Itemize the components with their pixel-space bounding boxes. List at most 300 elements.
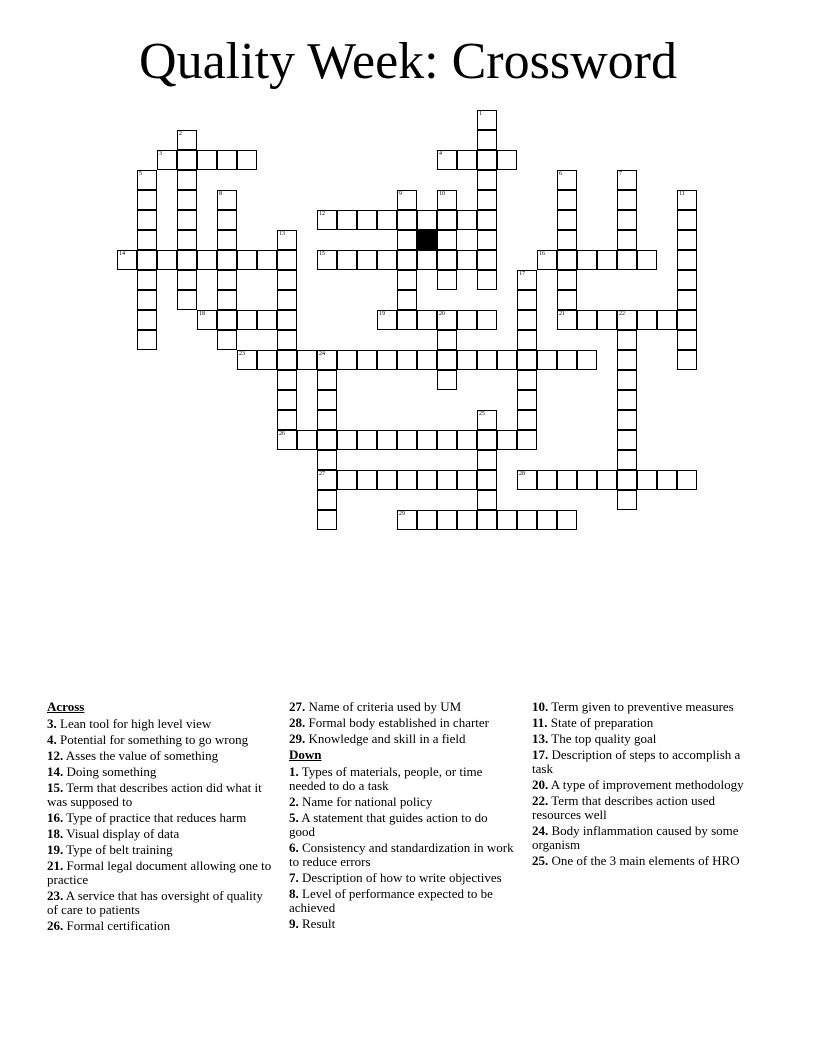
crossword-cell[interactable] — [217, 250, 237, 270]
crossword-cell[interactable] — [397, 430, 417, 450]
crossword-cell[interactable] — [437, 190, 457, 210]
clue-number: 2. — [289, 794, 299, 809]
clue-text: A statement that guides action to do good — [289, 810, 488, 839]
cell-number: 14 — [119, 251, 125, 257]
crossword-cell[interactable] — [157, 250, 177, 270]
crossword-cell[interactable] — [297, 350, 317, 370]
clue-number: 19. — [47, 842, 64, 857]
crossword-cell[interactable] — [477, 130, 497, 150]
crossword-cell[interactable] — [497, 510, 517, 530]
crossword-cell[interactable] — [497, 150, 517, 170]
crossword-cell[interactable] — [677, 290, 697, 310]
clue-text: A type of improvement methodology — [548, 777, 744, 792]
crossword-cell[interactable] — [677, 470, 697, 490]
crossword-cell[interactable] — [617, 450, 637, 470]
crossword-cell[interactable] — [577, 470, 597, 490]
clue-column-3 — [532, 700, 762, 870]
crossword-cell[interactable] — [177, 130, 197, 150]
crossword-cell[interactable] — [397, 190, 417, 210]
crossword-cell[interactable] — [277, 350, 297, 370]
crossword-cell[interactable] — [397, 250, 417, 270]
crossword-cell[interactable] — [177, 210, 197, 230]
crossword-cell[interactable] — [477, 210, 497, 230]
crossword-cell[interactable] — [177, 190, 197, 210]
crossword-cell[interactable] — [677, 230, 697, 250]
crossword-cell[interactable] — [277, 410, 297, 430]
crossword-cell[interactable] — [557, 350, 577, 370]
crossword-cell[interactable] — [517, 270, 537, 290]
crossword-cell[interactable] — [577, 250, 597, 270]
clue-text: Types of materials, people, or time needed to do a task — [289, 764, 483, 793]
crossword-cell[interactable] — [337, 210, 357, 230]
crossword-cell[interactable] — [317, 390, 337, 410]
crossword-cell[interactable] — [457, 150, 477, 170]
crossword-cell[interactable] — [457, 310, 477, 330]
crossword-cell[interactable] — [397, 270, 417, 290]
crossword-cell[interactable] — [517, 390, 537, 410]
crossword-cell[interactable] — [437, 150, 457, 170]
crossword-cell[interactable] — [677, 350, 697, 370]
crossword-cell[interactable] — [617, 490, 637, 510]
crossword-cell[interactable] — [217, 210, 237, 230]
crossword-cell[interactable] — [137, 170, 157, 190]
crossword-cell[interactable] — [677, 330, 697, 350]
crossword-cell[interactable] — [477, 250, 497, 270]
clue-item — [47, 827, 272, 841]
clue-text: Consistency and standardization in work to reduce errors — [289, 840, 514, 869]
clue-item — [47, 843, 272, 857]
crossword-cell[interactable] — [457, 470, 477, 490]
clue-item — [289, 871, 514, 885]
clue-number: 26. — [47, 918, 64, 933]
clue-text: Knowledge and skill in a field — [305, 731, 466, 746]
crossword-cell[interactable] — [517, 350, 537, 370]
crossword-cell[interactable] — [477, 310, 497, 330]
crossword-cell[interactable] — [617, 230, 637, 250]
crossword-cell[interactable] — [617, 410, 637, 430]
down-heading: Down — [289, 747, 322, 762]
crossword-cell[interactable] — [137, 190, 157, 210]
crossword-cell[interactable] — [557, 210, 577, 230]
crossword-cell[interactable] — [317, 430, 337, 450]
crossword-cell[interactable] — [477, 490, 497, 510]
crossword-cell[interactable] — [477, 470, 497, 490]
crossword-cell[interactable] — [137, 290, 157, 310]
crossword-cell[interactable] — [317, 410, 337, 430]
crossword-cell[interactable] — [417, 510, 437, 530]
crossword-cell[interactable] — [557, 270, 577, 290]
crossword-cell[interactable] — [557, 250, 577, 270]
cell-number: 28 — [519, 471, 525, 477]
crossword-cell[interactable] — [477, 410, 497, 430]
crossword-cell[interactable] — [277, 370, 297, 390]
crossword-cell[interactable] — [317, 370, 337, 390]
crossword-cell[interactable] — [457, 430, 477, 450]
crossword-cell[interactable] — [477, 190, 497, 210]
clue-item — [289, 716, 514, 730]
crossword-cell[interactable] — [257, 310, 277, 330]
crossword-cell[interactable] — [477, 430, 497, 450]
crossword-cell[interactable] — [117, 250, 137, 270]
crossword-cell[interactable] — [317, 250, 337, 270]
crossword-cell[interactable] — [397, 470, 417, 490]
crossword-cell[interactable] — [617, 210, 637, 230]
crossword-cell[interactable] — [237, 250, 257, 270]
crossword-cell[interactable] — [437, 430, 457, 450]
crossword-cell[interactable] — [137, 230, 157, 250]
crossword-cell[interactable] — [437, 510, 457, 530]
clue-number: 17. — [532, 747, 549, 762]
clue-text: Type of belt training — [63, 842, 173, 857]
crossword-cell[interactable] — [577, 310, 597, 330]
crossword-cell[interactable] — [237, 310, 257, 330]
crossword-cell[interactable] — [437, 310, 457, 330]
crossword-cell[interactable] — [457, 210, 477, 230]
crossword-cell[interactable] — [517, 330, 537, 350]
crossword-cell[interactable] — [397, 210, 417, 230]
crossword-cell[interactable] — [557, 190, 577, 210]
crossword-cell[interactable] — [477, 510, 497, 530]
cell-number: 23 — [239, 351, 245, 357]
crossword-cell[interactable] — [277, 430, 297, 450]
crossword-cell[interactable] — [537, 470, 557, 490]
crossword-cell[interactable] — [417, 430, 437, 450]
crossword-cell[interactable] — [637, 470, 657, 490]
cell-number: 5 — [139, 171, 142, 177]
clue-number: 11. — [532, 715, 548, 730]
clue-text: A service that has oversight of quality of care to patients — [47, 888, 263, 917]
crossword-cell[interactable] — [397, 310, 417, 330]
clue-item — [532, 778, 762, 792]
crossword-cell[interactable] — [437, 350, 457, 370]
crossword-cell[interactable] — [217, 290, 237, 310]
clue-item — [47, 781, 272, 809]
crossword-cell[interactable] — [537, 510, 557, 530]
cell-number: 18 — [199, 311, 205, 317]
crossword-cell[interactable] — [317, 510, 337, 530]
crossword-cell[interactable] — [137, 310, 157, 330]
clue-item — [289, 732, 514, 746]
crossword-cell[interactable] — [197, 150, 217, 170]
crossword-cell[interactable] — [217, 230, 237, 250]
crossword-cell[interactable] — [517, 290, 537, 310]
cell-number: 11 — [679, 191, 685, 197]
clue-item — [47, 811, 272, 825]
clue-text: Doing something — [63, 764, 157, 779]
crossword-cell[interactable] — [617, 310, 637, 330]
crossword-cell[interactable] — [417, 350, 437, 370]
clue-item — [289, 811, 514, 839]
crossword-cell[interactable] — [217, 150, 237, 170]
cell-number: 29 — [399, 511, 405, 517]
crossword-cell[interactable] — [417, 210, 437, 230]
crossword-cell[interactable] — [437, 330, 457, 350]
crossword-cell[interactable] — [237, 150, 257, 170]
crossword-cell[interactable] — [557, 290, 577, 310]
crossword-cell[interactable] — [637, 250, 657, 270]
crossword-cell[interactable] — [337, 430, 357, 450]
crossword-cell[interactable] — [517, 370, 537, 390]
clue-item — [532, 700, 762, 714]
crossword-cell[interactable] — [397, 230, 417, 250]
clue-text: Level of performance expected to be achieved — [289, 886, 493, 915]
crossword-cell[interactable] — [317, 450, 337, 470]
crossword-cell[interactable] — [417, 310, 437, 330]
crossword-cell[interactable] — [277, 250, 297, 270]
crossword-cell[interactable] — [677, 310, 697, 330]
crossword-cell[interactable] — [197, 310, 217, 330]
crossword-cell[interactable] — [357, 250, 377, 270]
crossword-cell[interactable] — [337, 250, 357, 270]
crossword-cell[interactable] — [317, 350, 337, 370]
clue-item — [289, 887, 514, 915]
crossword-cell[interactable] — [597, 250, 617, 270]
crossword-cell[interactable] — [477, 450, 497, 470]
clue-text: Name of criteria used by UM — [305, 699, 462, 714]
crossword-cell[interactable] — [397, 290, 417, 310]
clue-number: 22. — [532, 793, 549, 808]
crossword-cell[interactable] — [437, 210, 457, 230]
crossword-cell[interactable] — [377, 310, 397, 330]
crossword-cell[interactable] — [137, 270, 157, 290]
clue-item — [532, 748, 762, 776]
crossword-cell[interactable] — [517, 430, 537, 450]
crossword-cell[interactable] — [657, 310, 677, 330]
crossword-cell[interactable] — [617, 390, 637, 410]
clue-number: 25. — [532, 853, 549, 868]
crossword-cell[interactable] — [557, 310, 577, 330]
clue-item — [47, 889, 272, 917]
crossword-cell[interactable] — [437, 230, 457, 250]
clue-number: 7. — [289, 870, 299, 885]
clue-text: Description of how to write objectives — [298, 870, 502, 885]
crossword-cell[interactable] — [477, 230, 497, 250]
crossword-cell[interactable] — [377, 250, 397, 270]
cell-number: 24 — [319, 351, 325, 357]
crossword-cell[interactable] — [597, 310, 617, 330]
cell-number: 12 — [319, 211, 325, 217]
crossword-cell[interactable] — [617, 170, 637, 190]
crossword-cell[interactable] — [357, 350, 377, 370]
across-heading: Across — [47, 699, 85, 714]
crossword-cell[interactable] — [237, 350, 257, 370]
crossword-cell[interactable] — [257, 350, 277, 370]
crossword-cell[interactable] — [537, 250, 557, 270]
crossword-cell[interactable] — [217, 190, 237, 210]
crossword-cell[interactable] — [677, 210, 697, 230]
clue-number: 14. — [47, 764, 64, 779]
clue-item — [289, 917, 514, 931]
crossword-cell[interactable] — [477, 170, 497, 190]
crossword-cell[interactable] — [617, 470, 637, 490]
clue-number: 4. — [47, 732, 57, 747]
crossword-cell[interactable] — [137, 250, 157, 270]
crossword-cell[interactable] — [337, 470, 357, 490]
crossword-cell[interactable] — [377, 430, 397, 450]
cell-number: 16 — [539, 251, 545, 257]
crossword-cell[interactable] — [577, 350, 597, 370]
crossword-cell[interactable] — [217, 310, 237, 330]
clue-text: Formal certification — [63, 918, 171, 933]
crossword-cell[interactable] — [177, 250, 197, 270]
crossword-cell[interactable] — [277, 290, 297, 310]
crossword-cell[interactable] — [617, 190, 637, 210]
crossword-cell[interactable] — [477, 270, 497, 290]
crossword-cell[interactable] — [197, 250, 217, 270]
crossword-cell[interactable] — [317, 490, 337, 510]
clue-item — [289, 841, 514, 869]
clue-number: 24. — [532, 823, 549, 838]
clue-item — [47, 717, 272, 731]
crossword-cell[interactable] — [137, 210, 157, 230]
crossword-cell[interactable] — [437, 370, 457, 390]
clue-text: Lean tool for high level view — [56, 716, 212, 731]
clue-text: Formal body established in charter — [305, 715, 490, 730]
cell-number: 2 — [179, 131, 182, 137]
clue-number: 27. — [289, 699, 306, 714]
crossword-cell[interactable] — [277, 270, 297, 290]
cell-number: 26 — [279, 431, 285, 437]
clue-item — [289, 765, 514, 793]
crossword-cell[interactable] — [497, 350, 517, 370]
crossword-cell[interactable] — [217, 270, 237, 290]
crossword-cell[interactable] — [497, 430, 517, 450]
crossword-cell[interactable] — [557, 510, 577, 530]
clue-column-1 — [47, 700, 272, 935]
cell-number: 6 — [559, 171, 562, 177]
crossword-cell[interactable] — [437, 470, 457, 490]
crossword-cell[interactable] — [417, 470, 437, 490]
crossword-cell[interactable] — [617, 370, 637, 390]
crossword-cell[interactable] — [137, 330, 157, 350]
crossword-cell[interactable] — [557, 470, 577, 490]
crossword-cell[interactable] — [637, 310, 657, 330]
crossword-cell[interactable] — [677, 270, 697, 290]
blocked-cell — [417, 230, 437, 250]
crossword-cell[interactable] — [457, 510, 477, 530]
crossword-cell[interactable] — [457, 350, 477, 370]
crossword-cell[interactable] — [277, 230, 297, 250]
clue-text: Term that describes action did what it was supposed to — [47, 780, 262, 809]
clue-item — [47, 859, 272, 887]
crossword-cell[interactable] — [317, 210, 337, 230]
crossword-cell[interactable] — [437, 270, 457, 290]
crossword-cell[interactable] — [477, 150, 497, 170]
clue-number: 5. — [289, 810, 299, 825]
crossword-cell[interactable] — [257, 250, 277, 270]
clue-item — [289, 795, 514, 809]
crossword-cell[interactable] — [517, 410, 537, 430]
cell-number: 21 — [559, 311, 565, 317]
crossword-cell[interactable] — [517, 470, 537, 490]
page-title: Quality Week: Crossword — [139, 33, 677, 90]
clue-number: 8. — [289, 886, 299, 901]
crossword-cell[interactable] — [277, 330, 297, 350]
cell-number: 15 — [319, 251, 325, 257]
crossword-cell[interactable] — [477, 350, 497, 370]
crossword-cell[interactable] — [397, 350, 417, 370]
crossword-cell[interactable] — [177, 270, 197, 290]
clue-text: State of preparation — [547, 715, 654, 730]
clue-number: 6. — [289, 840, 299, 855]
cell-number: 1 — [479, 111, 482, 117]
clue-item — [47, 765, 272, 779]
crossword-cell[interactable] — [657, 470, 677, 490]
crossword-cell[interactable] — [297, 430, 317, 450]
crossword-cell[interactable] — [617, 350, 637, 370]
clue-number: 13. — [532, 731, 549, 746]
crossword-cell[interactable] — [357, 210, 377, 230]
clue-text: Formal legal document allowing one to practice — [47, 858, 272, 887]
crossword-cell[interactable] — [357, 430, 377, 450]
crossword-cell[interactable] — [617, 330, 637, 350]
crossword-cell[interactable] — [357, 470, 377, 490]
crossword-cell[interactable] — [677, 190, 697, 210]
cell-number: 13 — [279, 231, 285, 237]
crossword-cell[interactable] — [457, 250, 477, 270]
clue-item — [532, 732, 762, 746]
crossword-cell[interactable] — [377, 210, 397, 230]
crossword-cell[interactable] — [617, 430, 637, 450]
cell-number: 8 — [219, 191, 222, 197]
crossword-cell[interactable] — [477, 110, 497, 130]
crossword-cell[interactable] — [337, 350, 357, 370]
crossword-cell[interactable] — [517, 510, 537, 530]
crossword-cell[interactable] — [417, 250, 437, 270]
cell-number: 19 — [379, 311, 385, 317]
clue-text: One of the 3 main elements of HRO — [548, 853, 740, 868]
clue-text: Term given to preventive measures — [548, 699, 734, 714]
crossword-cell[interactable] — [377, 470, 397, 490]
crossword-cell[interactable] — [537, 350, 557, 370]
crossword-cell[interactable] — [557, 230, 577, 250]
crossword-cell[interactable] — [217, 330, 237, 350]
clue-text: Name for national policy — [298, 794, 433, 809]
crossword-cell[interactable] — [317, 470, 337, 490]
crossword-cell[interactable] — [377, 350, 397, 370]
clue-text: Description of steps to accomplish a task — [532, 747, 741, 776]
clue-item — [289, 700, 514, 714]
clue-text: Visual display of data — [63, 826, 180, 841]
cell-number: 17 — [519, 271, 525, 277]
crossword-cell[interactable] — [157, 150, 177, 170]
crossword-cell[interactable] — [597, 470, 617, 490]
clue-text: Body inflammation caused by some organism — [532, 823, 739, 852]
crossword-cell[interactable] — [177, 170, 197, 190]
crossword-cell[interactable] — [397, 510, 417, 530]
cell-number: 22 — [619, 311, 625, 317]
clue-number: 9. — [289, 916, 299, 931]
crossword-cell[interactable] — [617, 250, 637, 270]
crossword-cell[interactable] — [277, 390, 297, 410]
crossword-cell[interactable] — [177, 290, 197, 310]
crossword-cell[interactable] — [557, 170, 577, 190]
crossword-cell[interactable] — [177, 230, 197, 250]
crossword-cell[interactable] — [177, 150, 197, 170]
cell-number: 10 — [439, 191, 445, 197]
clue-item — [532, 794, 762, 822]
clue-item — [532, 854, 762, 868]
clue-column-2 — [289, 700, 514, 933]
crossword-cell[interactable] — [517, 310, 537, 330]
clue-text: The top quality goal — [548, 731, 657, 746]
crossword-cell[interactable] — [437, 250, 457, 270]
clue-number: 3. — [47, 716, 57, 731]
clue-number: 12. — [47, 748, 64, 763]
crossword-cell[interactable] — [677, 250, 697, 270]
clue-number: 15. — [47, 780, 64, 795]
crossword-cell[interactable] — [277, 310, 297, 330]
